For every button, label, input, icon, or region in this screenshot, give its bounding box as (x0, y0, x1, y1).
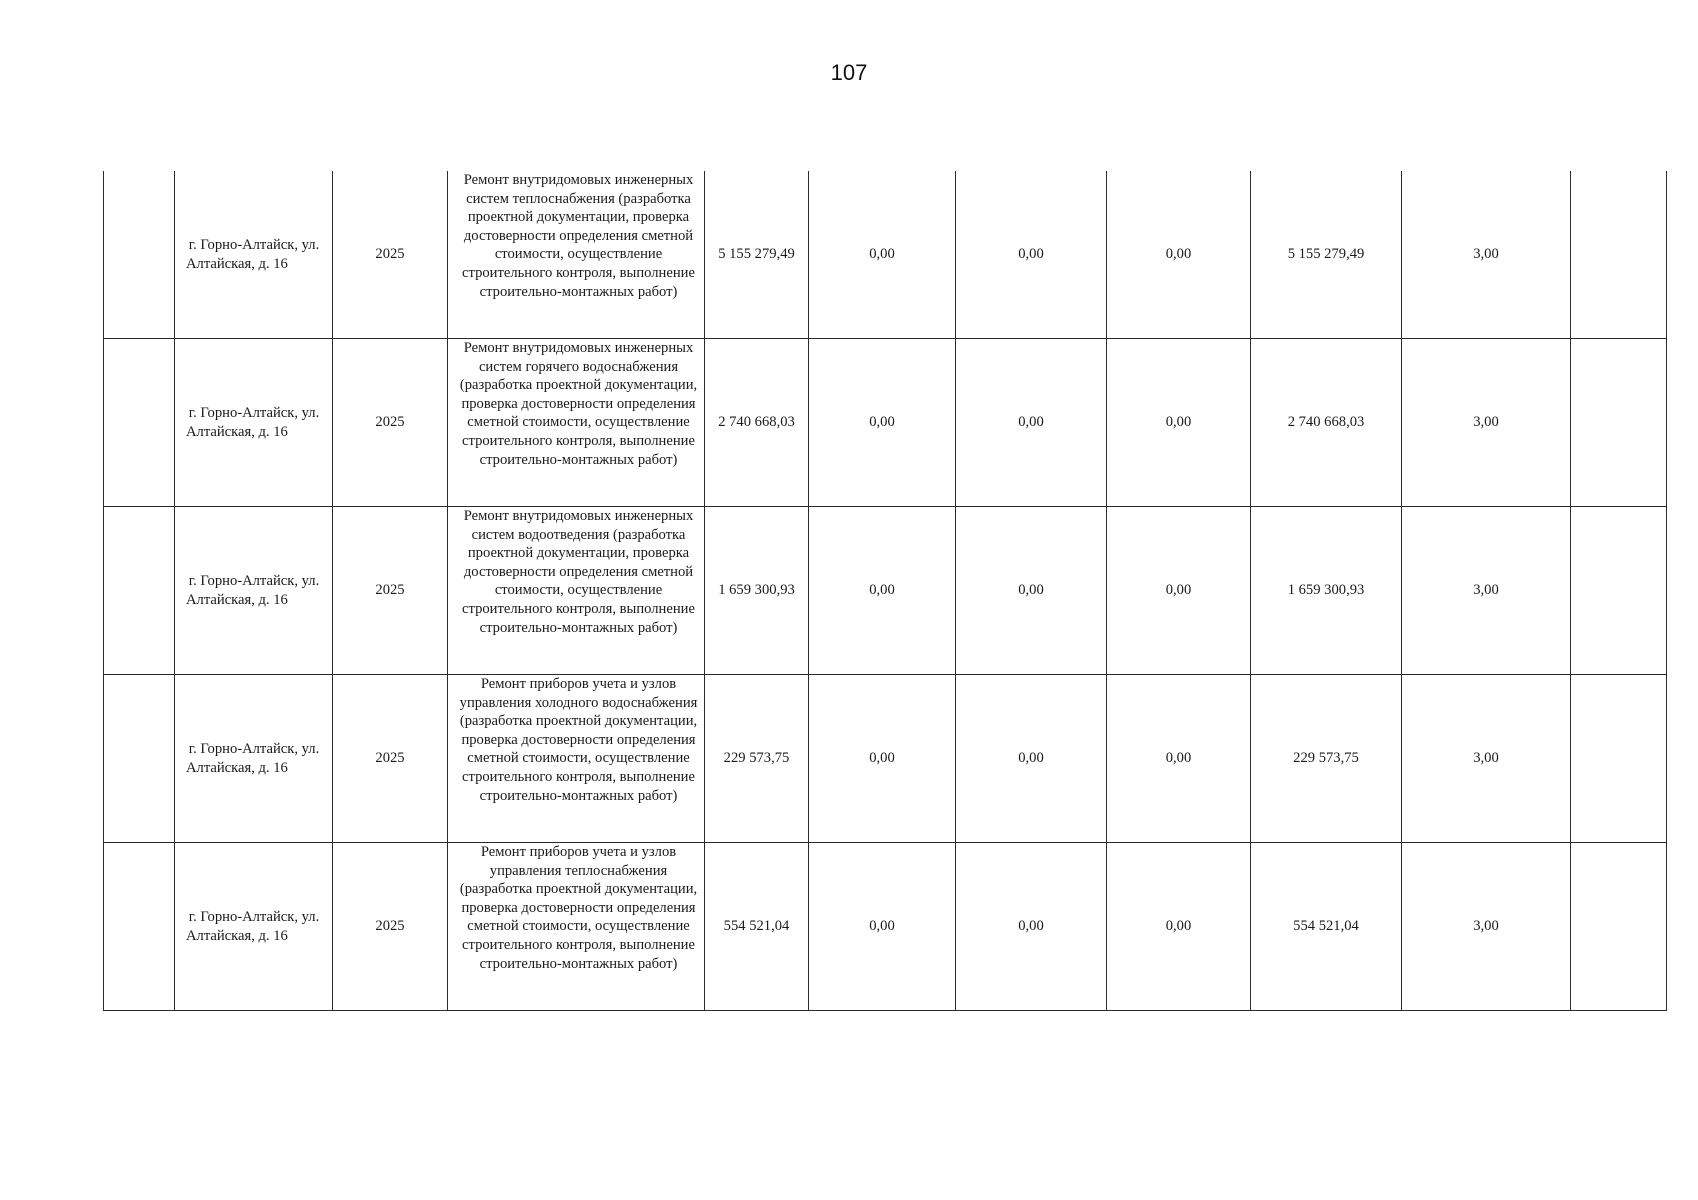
work-description-cell: Ремонт внутридомовых инженерных систем водоотведения (разработка проектной документации, проверка достоверности определения сметной стоимости, осуществление строительного контроля, выполнение строительно-монтажных работ) (448, 507, 705, 675)
fund-3-cell: 0,00 (1107, 339, 1251, 507)
fund-1-cell: 0,00 (809, 171, 956, 339)
fund-2-cell: 0,00 (956, 843, 1107, 1011)
address-cell: г. Горно-Алтайск, ул. Алтайская, д. 16 (175, 675, 333, 843)
owners-funds-cell: 2 740 668,03 (1251, 339, 1402, 507)
fund-1-cell: 0,00 (809, 507, 956, 675)
row-number-cell (104, 843, 175, 1011)
owners-funds-cell: 229 573,75 (1251, 675, 1402, 843)
owners-funds-cell: 5 155 279,49 (1251, 171, 1402, 339)
fund-1-cell: 0,00 (809, 675, 956, 843)
year-cell: 2025 (333, 675, 448, 843)
total-cost-cell: 2 740 668,03 (705, 339, 809, 507)
total-cost-cell: 5 155 279,49 (705, 171, 809, 339)
table-row (104, 507, 1667, 675)
total-cost-cell: 1 659 300,93 (705, 507, 809, 675)
unit-cost-cell: 3,00 (1402, 339, 1571, 507)
fund-3-cell: 0,00 (1107, 171, 1251, 339)
row-number-cell (104, 171, 175, 339)
unit-cost-cell: 3,00 (1402, 171, 1571, 339)
address-cell: г. Горно-Алтайск, ул. Алтайская, д. 16 (175, 507, 333, 675)
row-number-cell (104, 339, 175, 507)
work-description-cell: Ремонт внутридомовых инженерных систем теплоснабжения (разработка проектной документации, проверка достоверности определения сметной стоимости, осуществление строительного контроля, выполнение строительно-монтажных работ) (448, 171, 705, 339)
page-number: 107 (830, 60, 868, 85)
fund-1-cell: 0,00 (809, 843, 956, 1011)
fund-3-cell: 0,00 (1107, 507, 1251, 675)
table-row (104, 171, 1667, 339)
address-cell: г. Горно-Алтайск, ул. Алтайская, д. 16 (175, 339, 333, 507)
year-cell: 2025 (333, 171, 448, 339)
owners-funds-cell: 1 659 300,93 (1251, 507, 1402, 675)
year-cell: 2025 (333, 507, 448, 675)
fund-2-cell: 0,00 (956, 171, 1107, 339)
fund-1-cell: 0,00 (809, 339, 956, 507)
address-cell: г. Горно-Алтайск, ул. Алтайская, д. 16 (175, 171, 333, 339)
work-description-cell: Ремонт внутридомовых инженерных систем горячего водоснабжения (разработка проектной документации, проверка достоверности определения сметной стоимости, осуществление строительного контроля, выполнение строительно-монтажных работ) (448, 339, 705, 507)
fund-2-cell: 0,00 (956, 507, 1107, 675)
address-cell: г. Горно-Алтайск, ул. Алтайская, д. 16 (175, 843, 333, 1011)
work-description-cell: Ремонт приборов учета и узлов управления холодного водоснабжения (разработка проектной документации, проверка достоверности определения сметной стоимости, осуществление строительного контроля, выполнение строительно-монтажных работ) (448, 675, 705, 843)
table-row (104, 339, 1667, 507)
capital-repair-table (103, 171, 1667, 1011)
empty-cell (1571, 507, 1667, 675)
empty-cell (1571, 675, 1667, 843)
table-row (104, 675, 1667, 843)
owners-funds-cell: 554 521,04 (1251, 843, 1402, 1011)
fund-3-cell: 0,00 (1107, 843, 1251, 1011)
fund-2-cell: 0,00 (956, 339, 1107, 507)
total-cost-cell: 554 521,04 (705, 843, 809, 1011)
year-cell: 2025 (333, 843, 448, 1011)
empty-cell (1571, 339, 1667, 507)
fund-3-cell: 0,00 (1107, 675, 1251, 843)
unit-cost-cell: 3,00 (1402, 675, 1571, 843)
row-number-cell (104, 507, 175, 675)
empty-cell (1571, 171, 1667, 339)
table-row (104, 843, 1667, 1011)
work-description-cell: Ремонт приборов учета и узлов управления теплоснабжения (разработка проектной документации, проверка достоверности определения сметной стоимости, осуществление строительного контроля, выполнение строительно-монтажных работ) (448, 843, 705, 1011)
fund-2-cell: 0,00 (956, 675, 1107, 843)
row-number-cell (104, 675, 175, 843)
unit-cost-cell: 3,00 (1402, 843, 1571, 1011)
empty-cell (1571, 843, 1667, 1011)
unit-cost-cell: 3,00 (1402, 507, 1571, 675)
total-cost-cell: 229 573,75 (705, 675, 809, 843)
year-cell: 2025 (333, 339, 448, 507)
